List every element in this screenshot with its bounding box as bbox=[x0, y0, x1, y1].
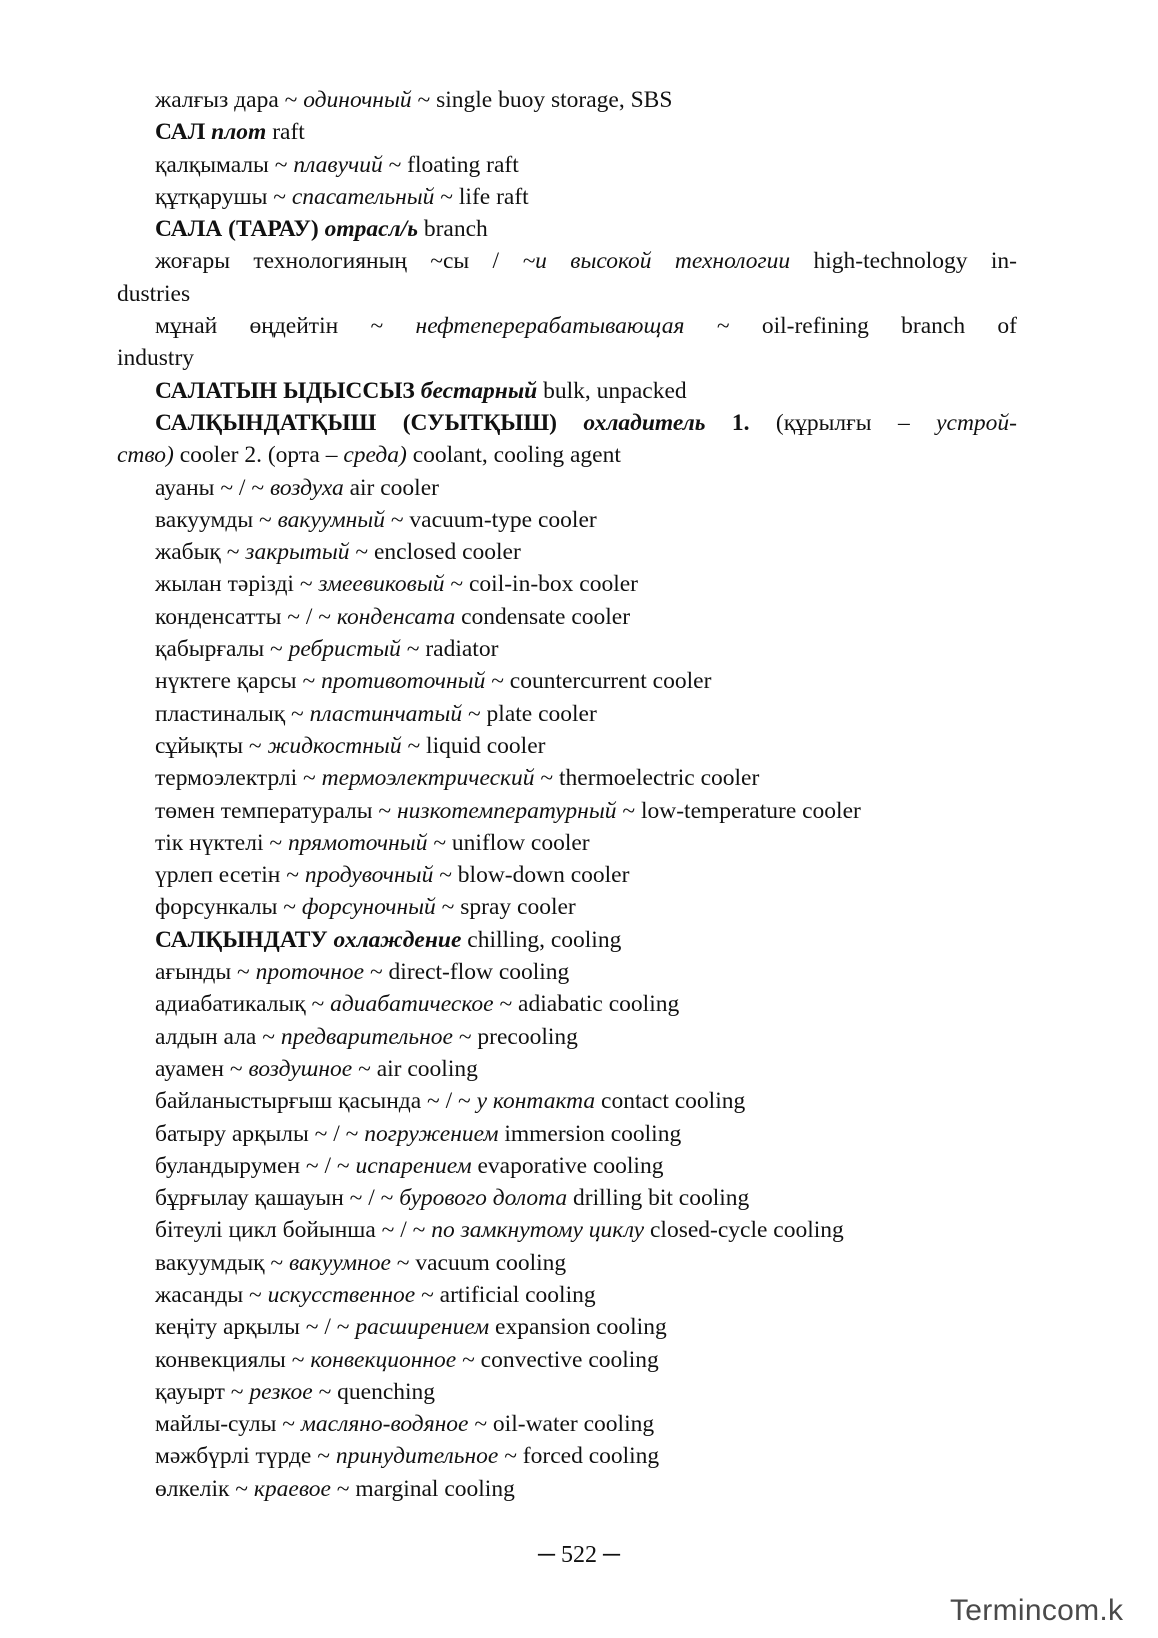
dictionary-line bbox=[117, 407, 1017, 439]
dictionary-line bbox=[117, 1408, 1017, 1440]
dictionary-line bbox=[117, 1247, 1017, 1279]
russian-term-text: бурового долота bbox=[399, 1185, 568, 1212]
entry-text: ~ direct-flow cooling bbox=[364, 959, 570, 986]
russian-term-text: пластинчатый bbox=[309, 700, 463, 727]
entry-text: high-technology in- bbox=[790, 248, 1017, 275]
entry-text: chilling, cooling bbox=[461, 926, 622, 953]
entry-text: ~ liquid cooler bbox=[401, 732, 546, 759]
entry-text: термоэлектрлі ~ bbox=[155, 765, 322, 792]
entry-text: condensate cooler bbox=[455, 603, 631, 630]
dictionary-line bbox=[117, 730, 1017, 762]
headword-text: САЛАТЫН ЫДЫССЫЗ bbox=[155, 377, 421, 404]
entry-text: ауаны ~ / ~ bbox=[155, 474, 270, 501]
russian-term-text: среда) bbox=[343, 442, 407, 469]
entry-text: ~ blow-down cooler bbox=[433, 862, 630, 889]
headword-text: отрасл/ь bbox=[324, 216, 418, 243]
entry-text: бұрғылау қашауын ~ / ~ bbox=[155, 1185, 400, 1212]
entry-text: drilling bit cooling bbox=[567, 1185, 750, 1212]
headword-text: САЛҚЫНДАТҚЫШ (СУЫТҚЫШ) bbox=[155, 409, 584, 436]
entry-text: ~ floating raft bbox=[382, 151, 519, 178]
entry-text: бітеулі цикл бойынша ~ / ~ bbox=[155, 1217, 432, 1244]
dictionary-line bbox=[117, 84, 1017, 116]
entry-text: ~ spray cooler bbox=[435, 894, 576, 921]
entry-text: ~ uniflow cooler bbox=[427, 829, 590, 856]
russian-term-text: масляно-водяное bbox=[300, 1411, 469, 1438]
headword-text: плот bbox=[211, 119, 267, 146]
dictionary-line bbox=[117, 1118, 1017, 1150]
entry-text: ~ marginal cooling bbox=[330, 1475, 515, 1502]
dictionary-line bbox=[117, 1214, 1017, 1246]
entry-text: expansion cooling bbox=[489, 1314, 667, 1341]
dictionary-line bbox=[117, 1279, 1017, 1311]
dictionary-line bbox=[117, 245, 1017, 277]
entry-text: конденсатты ~ / ~ bbox=[155, 603, 337, 630]
dictionary-line bbox=[117, 988, 1017, 1020]
page-number: ─ 522 ─ bbox=[537, 1542, 620, 1568]
entry-text: нүктеге қарсы ~ bbox=[155, 668, 322, 695]
entry-text: алдын ала ~ bbox=[155, 1023, 281, 1050]
entry-text: құтқарушы ~ bbox=[155, 183, 292, 210]
dictionary-line bbox=[117, 633, 1017, 665]
entry-text: ~ air cooling bbox=[352, 1055, 478, 1082]
entry-text: closed-cycle cooling bbox=[644, 1217, 844, 1244]
headword-text: охлаждение bbox=[333, 926, 462, 953]
entry-text: жасанды ~ bbox=[155, 1281, 268, 1308]
entry-text: конвекциялы ~ bbox=[155, 1346, 311, 1373]
entry-text: майлы-сулы ~ bbox=[155, 1411, 301, 1438]
dictionary-line bbox=[117, 1473, 1017, 1505]
entry-text: raft bbox=[266, 119, 305, 146]
headword-text: охладитель bbox=[583, 409, 706, 436]
entry-text: буландырумен ~ / ~ bbox=[155, 1152, 356, 1179]
dictionary-line bbox=[117, 375, 1017, 407]
russian-term-text: нефтеперерабатывающая bbox=[415, 313, 685, 340]
entry-text: ағынды ~ bbox=[155, 959, 256, 986]
entry-text: ~ oil-refining branch of bbox=[684, 313, 1017, 340]
entry-text: air cooler bbox=[343, 474, 439, 501]
entry-text: ~ thermoelectric cooler bbox=[534, 765, 760, 792]
dictionary-line bbox=[117, 1376, 1017, 1408]
russian-term-text: прямоточный bbox=[287, 829, 428, 856]
russian-term-text: ребристый bbox=[288, 636, 401, 663]
russian-term-text: воздушное bbox=[248, 1055, 353, 1082]
dictionary-line bbox=[117, 1440, 1017, 1472]
entry-text: branch bbox=[417, 216, 488, 243]
entry-text: қабырғалы ~ bbox=[155, 636, 289, 663]
entry-text: immersion cooling bbox=[498, 1120, 682, 1147]
dictionary-line bbox=[117, 891, 1017, 923]
russian-term-text: устрой- bbox=[936, 409, 1017, 436]
dictionary-line bbox=[117, 568, 1017, 600]
dictionary-line bbox=[117, 278, 1017, 310]
entry-text: industry bbox=[117, 345, 195, 372]
entry-text: ~ vacuum cooling bbox=[390, 1249, 567, 1276]
russian-term-text: противоточный bbox=[321, 668, 486, 695]
entry-text: ~ plate cooler bbox=[462, 700, 597, 727]
russian-term-text: термоэлектрический bbox=[321, 765, 535, 792]
headword-text: САЛА (ТАРАУ) bbox=[155, 216, 325, 243]
dictionary-line bbox=[117, 665, 1017, 697]
russian-term-text: краевое bbox=[253, 1475, 331, 1502]
dictionary-line bbox=[117, 1182, 1017, 1214]
russian-term-text: испарением bbox=[355, 1152, 472, 1179]
russian-term-text: продувочный bbox=[304, 862, 434, 889]
russian-term-text: конденсата bbox=[336, 603, 456, 630]
dictionary-line bbox=[117, 1344, 1017, 1376]
russian-term-text: ~и высокой технологии bbox=[522, 248, 791, 275]
site-watermark-logo bbox=[948, 1590, 1123, 1638]
entry-text: өлкелік ~ bbox=[155, 1475, 254, 1502]
russian-term-text: вакуумное bbox=[289, 1249, 391, 1276]
russian-term-text: форсуночный bbox=[301, 894, 436, 921]
entry-text: coolant, cooling agent bbox=[406, 442, 621, 469]
entry-text: ~ quenching bbox=[312, 1378, 436, 1405]
entry-text: мәжбүрлі түрде ~ bbox=[155, 1443, 336, 1470]
dictionary-line bbox=[117, 504, 1017, 536]
dictionary-entries bbox=[117, 84, 1017, 1505]
russian-term-text: одиночный bbox=[303, 87, 412, 113]
headword-text: САЛҚЫНДАТУ bbox=[155, 926, 334, 953]
entry-text: қалқымалы ~ bbox=[155, 151, 294, 178]
entry-text: ~ convective cooling bbox=[456, 1346, 659, 1373]
entry-text: ~ single buoy storage, SBS bbox=[411, 87, 673, 113]
russian-term-text: искусственное bbox=[267, 1281, 416, 1308]
entry-text: ~ low-temperature cooler bbox=[616, 797, 861, 824]
russian-term-text: жидкостный bbox=[267, 732, 402, 759]
headword-text: бестарный bbox=[420, 377, 538, 404]
entry-text: ~ enclosed cooler bbox=[349, 539, 521, 566]
dictionary-line bbox=[117, 859, 1017, 891]
russian-term-text: погружением bbox=[364, 1120, 499, 1147]
dictionary-line bbox=[117, 149, 1017, 181]
dictionary-line bbox=[117, 1150, 1017, 1182]
dictionary-line bbox=[117, 1053, 1017, 1085]
dictionary-line bbox=[117, 439, 1017, 471]
entry-text: сұйықты ~ bbox=[155, 732, 268, 759]
entry-text: ~ adiabatic cooling bbox=[493, 991, 680, 1018]
entry-text: жалғыз дара ~ bbox=[155, 87, 304, 113]
entry-text: адиабатикалық ~ bbox=[155, 991, 331, 1018]
dictionary-line bbox=[117, 1021, 1017, 1053]
entry-text: ~ life raft bbox=[434, 183, 529, 210]
russian-term-text: предварительное bbox=[280, 1023, 453, 1050]
headword-text: САЛ bbox=[155, 119, 212, 146]
entry-text: contact cooling bbox=[595, 1088, 746, 1115]
entry-text: ~ countercurrent cooler bbox=[485, 668, 712, 695]
entry-text: ~ radiator bbox=[400, 636, 499, 663]
russian-term-text: ство) bbox=[117, 442, 174, 469]
entry-text: жоғары технологияның ~сы / bbox=[155, 248, 523, 275]
russian-term-text: по замкнутому циклу bbox=[431, 1217, 645, 1244]
dictionary-line bbox=[117, 762, 1017, 794]
russian-term-text: проточное bbox=[255, 959, 365, 986]
dictionary-line bbox=[117, 1311, 1017, 1343]
entry-text: жабық ~ bbox=[155, 539, 246, 566]
entry-text: кеңіту арқылы ~ / ~ bbox=[155, 1314, 356, 1341]
dictionary-line bbox=[117, 795, 1017, 827]
dictionary-line bbox=[117, 181, 1017, 213]
watermark-logo-icon bbox=[948, 1590, 1123, 1630]
entry-text: пластиналық ~ bbox=[155, 700, 310, 727]
headword-text: 1. bbox=[705, 409, 750, 436]
dictionary-line bbox=[117, 116, 1017, 148]
russian-term-text: воздуха bbox=[269, 474, 344, 501]
russian-term-text: низкотемпературный bbox=[397, 797, 617, 824]
russian-term-text: резкое bbox=[249, 1378, 313, 1405]
russian-term-text: закрытый bbox=[245, 539, 350, 566]
entry-text: байланыстырғыш қасында ~ / ~ bbox=[155, 1088, 477, 1115]
entry-text: cooler 2. (орта – bbox=[173, 442, 344, 469]
dictionary-line bbox=[117, 342, 1017, 374]
dictionary-line bbox=[117, 601, 1017, 633]
entry-text: жылан тәрізді ~ bbox=[155, 571, 319, 598]
entry-text: ~ precooling bbox=[452, 1023, 578, 1050]
entry-text: қауырт ~ bbox=[155, 1378, 250, 1405]
russian-term-text: расширением bbox=[355, 1314, 490, 1341]
entry-text: ауамен ~ bbox=[155, 1055, 249, 1082]
entry-text: ~ oil-water cooling bbox=[468, 1411, 655, 1438]
dictionary-line bbox=[117, 698, 1017, 730]
entry-text: мұнай өңдейтін ~ bbox=[155, 313, 416, 340]
russian-term-text: спасательный bbox=[291, 183, 435, 210]
entry-text: батыру арқылы ~ / ~ bbox=[155, 1120, 365, 1147]
entry-text: үрлеп есетін ~ bbox=[155, 862, 305, 889]
dictionary-line bbox=[117, 310, 1017, 342]
entry-text: ~ artificial cooling bbox=[415, 1281, 596, 1308]
russian-term-text: вакуумный bbox=[277, 506, 385, 533]
russian-term-text: принудительное bbox=[335, 1443, 499, 1470]
dictionary-line bbox=[117, 827, 1017, 859]
russian-term-text: у контакта bbox=[476, 1088, 596, 1115]
entry-text: форсункалы ~ bbox=[155, 894, 302, 921]
dictionary-line bbox=[117, 213, 1017, 245]
entry-text: вакуумдық ~ bbox=[155, 1249, 289, 1276]
entry-text: ~ coil-in-box cooler bbox=[444, 571, 639, 598]
russian-term-text: плавучий bbox=[293, 151, 383, 178]
dictionary-line bbox=[117, 924, 1017, 956]
entry-text: bulk, unpacked bbox=[537, 377, 687, 404]
entry-text: dustries bbox=[117, 280, 191, 307]
svg-text:Termincom.kz: Termincom.kz bbox=[950, 1594, 1123, 1627]
entry-text: тік нүктелі ~ bbox=[155, 829, 288, 856]
entry-text: төмен температуралы ~ bbox=[155, 797, 397, 824]
entry-text: ~ vacuum-type cooler bbox=[384, 506, 597, 533]
dictionary-line bbox=[117, 472, 1017, 504]
dictionary-line bbox=[117, 1085, 1017, 1117]
entry-text: ~ forced cooling bbox=[498, 1443, 660, 1470]
russian-term-text: адиабатическое bbox=[330, 991, 494, 1018]
russian-term-text: конвекционное bbox=[310, 1346, 457, 1373]
entry-text: (құрылғы – bbox=[749, 409, 937, 436]
russian-term-text: змеевиковый bbox=[318, 571, 445, 598]
dictionary-line bbox=[117, 536, 1017, 568]
entry-text: evaporative cooling bbox=[471, 1152, 664, 1179]
entry-text: вакуумды ~ bbox=[155, 506, 278, 533]
dictionary-line bbox=[117, 956, 1017, 988]
